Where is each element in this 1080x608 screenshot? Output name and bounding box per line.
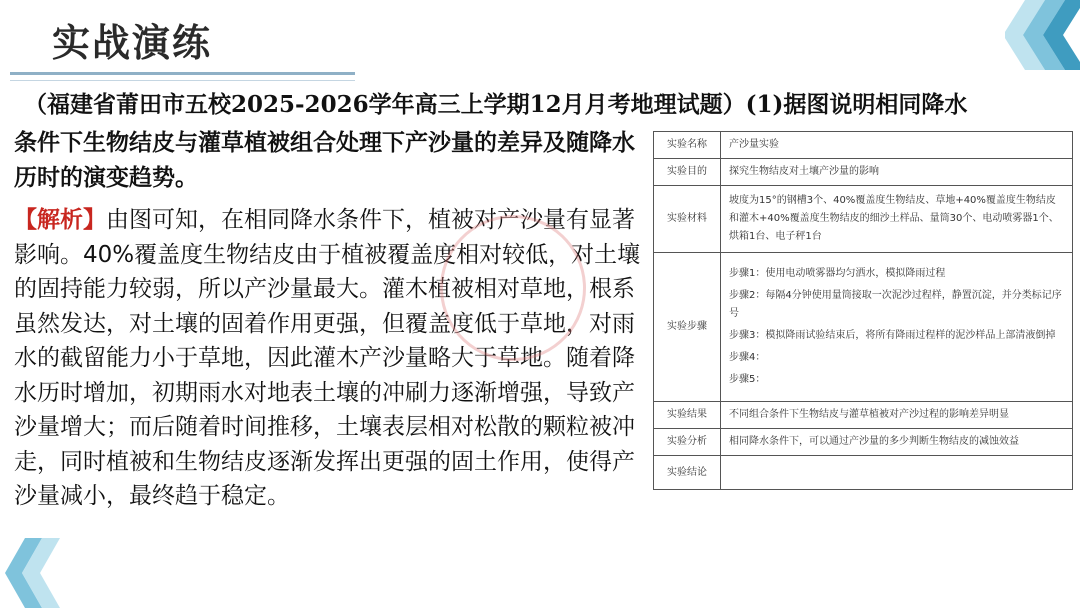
- step-item: 步骤4：: [729, 352, 766, 363]
- table-value: 不同组合条件下生物结皮与灌草植被对产沙过程的影响差异明显: [721, 402, 1073, 429]
- table-key: 实验分析: [654, 429, 721, 456]
- analysis-text: 由图可知，在相同降水条件下，植被对产沙量有显著影响。40%覆盖度生物结皮由于植被覆盖度相对较低，对土壤的固持能力较弱，所以产沙量最大。灌木植被相对草地，根系虽然发达，对土壤的固着作用更强，但覆盖度低于草地，对雨水的截留能力小于草地，因此灌木产沙量略大于草地。随着降水历时增加，初期雨水对地表土壤的冲刷力逐渐增强，导致产沙量增大；而后随着时间推移，土壤表层相对松散的颗粒被冲走，同时植被和生物结皮逐渐发挥出更强的固土作用，使得产沙量减小，最终趋于稳定。: [14, 207, 641, 509]
- table-row: [654, 429, 1073, 456]
- table-value: 产沙量实验: [721, 132, 1073, 159]
- table-key: 实验结论: [654, 456, 721, 490]
- table-row: [654, 186, 1073, 253]
- table-value: 探究生物结皮对土壤产沙量的影响: [721, 159, 1073, 186]
- table-key: 实验名称: [654, 132, 721, 159]
- chevron-decoration-icon: [1005, 0, 1080, 70]
- title-underline: [10, 72, 355, 75]
- table-value-steps: [721, 253, 1073, 402]
- chevron-decoration-icon: [0, 538, 60, 608]
- table-key: 实验步骤: [654, 253, 721, 402]
- step-item: 步骤3：模拟降雨试验结束后，将所有降雨过程样的泥沙样品上部清液倒掉: [729, 330, 1056, 341]
- table-value: 坡度为15°的钢槽3个、40%覆盖度生物结皮、草地+40%覆盖度生物结皮和灌木+40%覆盖度生物结皮的细沙土样品、量筒30个、电动喷雾器1个、烘箱1台、电子秤1台: [721, 186, 1073, 253]
- table-value: [721, 456, 1073, 490]
- table-value: 相同降水条件下，可以通过产沙量的多少判断生物结皮的减蚀效益: [721, 429, 1073, 456]
- step-item: 步骤5：: [729, 374, 766, 385]
- table-row: [654, 253, 1073, 402]
- table-row: [654, 456, 1073, 490]
- table-row: [654, 132, 1073, 159]
- table-row: [654, 159, 1073, 186]
- table-key: 实验材料: [654, 186, 721, 253]
- step-item: 步骤2：每隔4分钟使用量筒接取一次泥沙过程样，静置沉淀，并分类标记序号: [729, 290, 1062, 319]
- analysis-tag: 【解析】: [14, 207, 106, 233]
- step-item: 步骤1：使用电动喷雾器均匀洒水，模拟降雨过程: [729, 268, 946, 279]
- experiment-table: [653, 131, 1073, 490]
- page-title: 实战演练: [52, 21, 213, 65]
- question-line-1: （福建省莆田市五校2025-2026学年高三上学期12月月考地理试题）(1)据图说明相同降水: [24, 91, 968, 118]
- table-key: 实验目的: [654, 159, 721, 186]
- table-key: 实验结果: [654, 402, 721, 429]
- table-row: [654, 402, 1073, 429]
- title-underline-thin: [10, 80, 355, 81]
- question-line-2: 条件下生物结皮与灌草植被组合处理下产沙量的差异及随降水历时的演变趋势。: [14, 129, 635, 191]
